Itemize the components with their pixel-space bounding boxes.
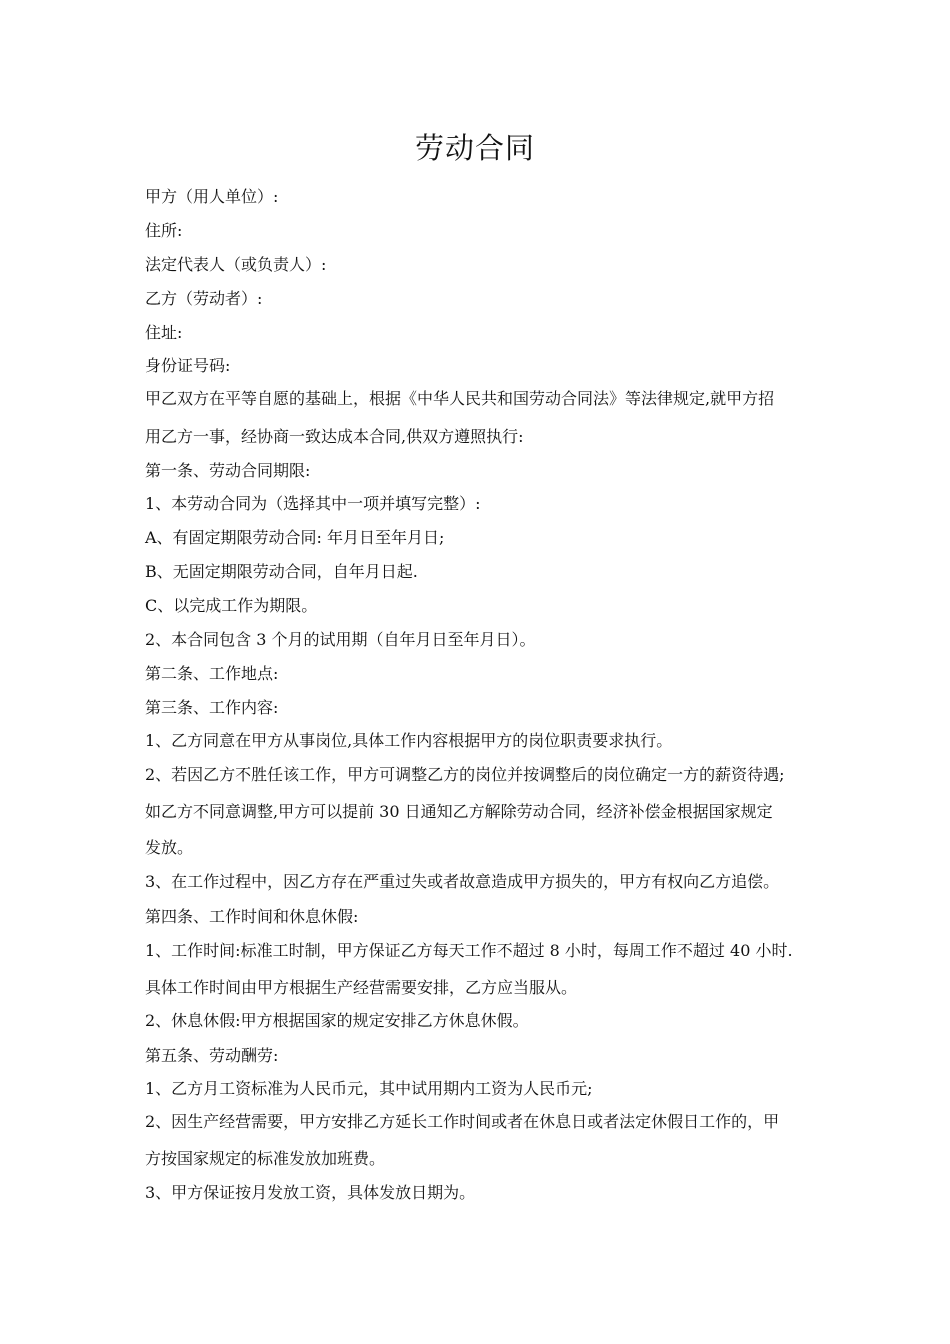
clause-line: 具体工作时间由甲方根据生产经营需要安排，乙方应当服从。 [145,978,578,997]
clause-line: C、以完成工作为期限。 [145,596,318,615]
preamble-line: 甲乙双方在平等自愿的基础上，根据《中华人民共和国劳动合同法》等法律规定,就甲方招 [145,389,775,408]
clause-line: A、有固定期限劳动合同: 年月日至年月日; [145,528,445,547]
clause-line: 2、休息休假:甲方根据国家的规定安排乙方休息休假。 [145,1011,529,1030]
article-heading: 第二条、工作地点: [145,664,279,683]
clause-line: 方按国家规定的标准发放加班费。 [145,1149,386,1168]
party-a-address-line: 住所: [145,221,183,240]
clause-line: B、无固定期限劳动合同，自年月日起. [145,562,418,581]
clause-line: 2、若因乙方不胜任该工作，甲方可调整乙方的岗位并按调整后的岗位确定一方的薪资待遇; [145,765,785,784]
clause-line: 1、本劳动合同为（选择其中一项并填写完整）: [145,494,481,513]
preamble-line: 用乙方一事，经协商一致达成本合同,供双方遵照执行: [145,427,524,446]
clause-line: 1、乙方同意在甲方从事岗位,具体工作内容根据甲方的岗位职责要求执行。 [145,731,673,750]
clause-line: 3、在工作过程中，因乙方存在严重过失或者故意造成甲方损失的，甲方有权向乙方追偿。 [145,872,780,891]
document-title: 劳动合同 [414,131,535,165]
clause-line: 2、本合同包含 3 个月的试用期（自年月日至年月日）。 [145,630,536,649]
clause-line: 发放。 [145,838,194,857]
party-b-address-line: 住址: [145,323,183,342]
clause-line: 3、甲方保证按月发放工资，具体发放日期为。 [145,1183,476,1202]
clause-line: 1、乙方月工资标准为人民币元，其中试用期内工资为人民币元; [145,1079,593,1098]
article-heading: 第三条、工作内容: [145,698,279,717]
party-b-line: 乙方（劳动者）: [145,289,263,308]
article-heading: 第五条、劳动酬劳: [145,1046,279,1065]
clause-line: 2、因生产经营需要，甲方安排乙方延长工作时间或者在休息日或者法定休假日工作的，甲 [145,1112,780,1131]
clause-line: 如乙方不同意调整,甲方可以提前 30 日通知乙方解除劳动合同，经济补偿金根据国家规定 [145,802,773,821]
legal-representative-line: 法定代表人（或负责人）: [145,255,327,274]
article-heading: 第四条、工作时间和休息休假: [145,907,359,926]
article-heading: 第一条、劳动合同期限: [145,461,311,480]
id-number-line: 身份证号码: [145,356,231,375]
party-a-line: 甲方（用人单位）: [145,187,279,206]
clause-line: 1、工作时间:标准工时制，甲方保证乙方每天工作不超过 8 小时，每周工作不超过 40 小时. [145,941,793,960]
